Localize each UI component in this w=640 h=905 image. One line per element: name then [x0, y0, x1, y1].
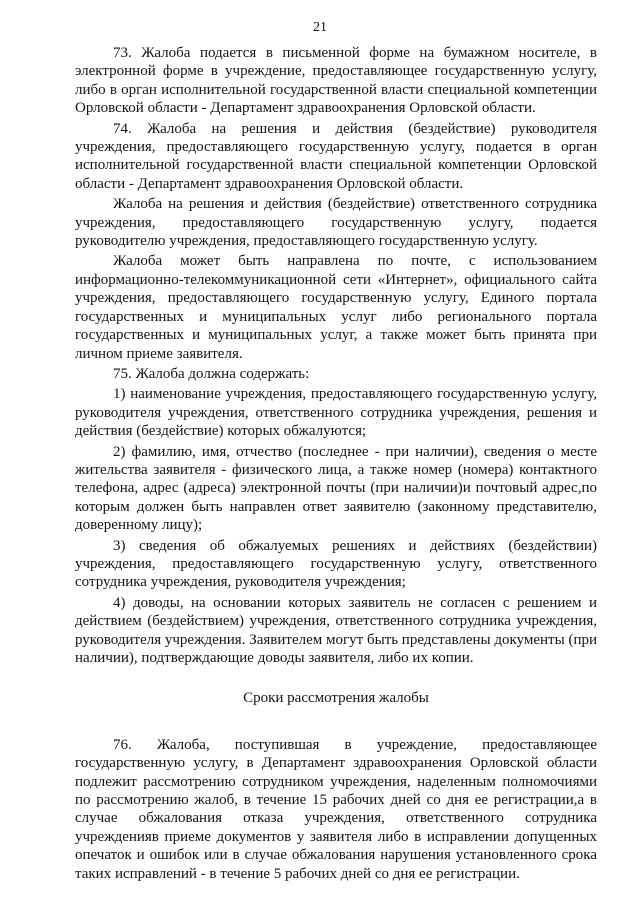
list-item-4: 4) доводы, на основании которых заявитель не согласен с решением и действием (бездействием) учреждения, ответственного сотрудника учреждения, руководителя учреждения. Заявителем могут быть представлены документы (при наличии), подтверждающие доводы заявителя, либо их копии. — [75, 594, 597, 666]
section-review-terms — [75, 736, 597, 883]
page-number: 21 — [313, 20, 327, 35]
list-item-2: 2) фамилию, имя, отчество (последнее - при наличии), сведения о месте жительства заявителя - физического лица, а также номер (номера) контактного телефона, адрес (адреса) электронной почты (при наличии)и почтовый адрес,по которым должен быть направлен ответ заявителю (законному представителю, доверенному лицу); — [75, 443, 597, 534]
paragraph-73: 73. Жалоба подается в письменной форме на бумажном носителе, в электронной форме в учреждение, предоставляющее государственную услугу, либо в орган исполнительной государственной власти специальной компетенции Орловской области - Департамент здравоохранения Орловской области. — [75, 45, 597, 117]
paragraph-complaint-employee: Жалоба на решения и действия (бездействие) ответственного сотрудника учреждения, предоставляющего государственную услугу, подается руководителю учреждения, предоставляющего государственную услугу. — [75, 196, 597, 250]
paragraph-74: 74. Жалоба на решения и действия (бездействие) руководителя учреждения, предоставляющего государственную услугу, подается в орган исполнительной государственной власти специальной компетенции Орловской области - Департамент здравоохранения Орловской области. — [75, 120, 597, 192]
list-item-3: 3) сведения об обжалуемых решениях и действиях (бездействии) учреждения, предоставляющего государственную услугу, ответственного сотрудника учреждения, руководителя учреждения; — [75, 537, 597, 591]
list-item-1: 1) наименование учреждения, предоставляющего государственную услугу, руководителя учреждения, ответственного сотрудника учреждения, решения и действия (бездействие) которых обжалуются; — [75, 386, 597, 440]
document-body — [75, 44, 597, 883]
paragraph-complaint-channels: Жалоба может быть направлена по почте, с использованием информационно-телекоммуникационной сети «Интернет», официального сайта учреждения, предоставляющего государственную услугу, Единого портала государственных и муниципальных услуг либо регионального портала государственных и муниципальных услуг, а также может быть принята при личном приеме заявителя. — [75, 253, 597, 362]
paragraph-76: 76. Жалоба, поступившая в учреждение, предоставляющее государственную услугу, в Департамент здравоохранения Орловской области подлежит рассмотрению сотрудником учреждения, наделенным полномочиями по рассмотрению жалоб, в течение 15 рабочих дней со дня ее регистрации,а в случае обжалования отказа учреждения, ответственного сотрудника учрежденияв приеме документов у заявителя либо в исправлении допущенных опечаток и ошибок или в случае обжалования нарушения установленного срока таких исправлений - в течение 5 рабочих дней со дня ее регистрации. — [75, 736, 597, 882]
section-heading: Сроки рассмотрения жалобы — [243, 690, 429, 707]
paragraph-75: 75. Жалоба должна содержать: — [113, 365, 310, 382]
